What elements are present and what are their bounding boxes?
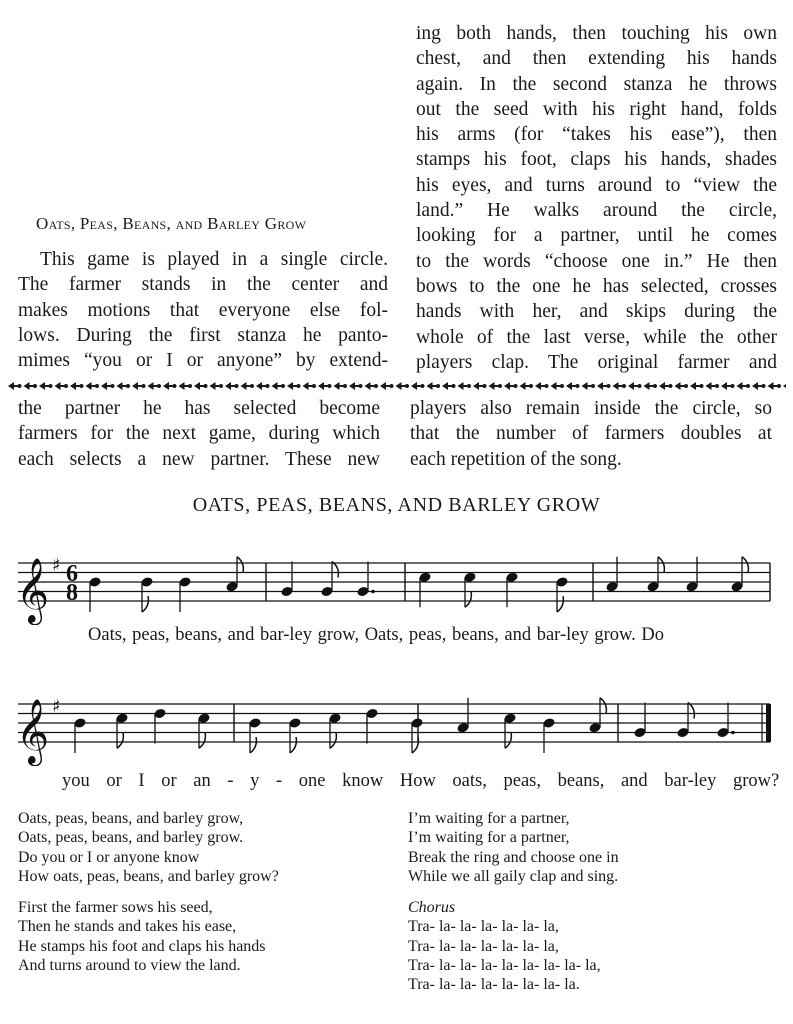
note-flag <box>250 737 256 753</box>
verse-line: Tra- la- la- la- la- la- la, <box>408 937 559 955</box>
note-flag <box>505 732 511 748</box>
note-flag <box>142 596 148 612</box>
text-line: stamps his foot, claps his hands, shades <box>416 149 777 171</box>
music-staff-2 <box>0 686 793 766</box>
verse-line: Tra- la- la- la- la- la- la- la- la, <box>408 957 601 975</box>
verse-line: First the farmer sows his seed, <box>18 899 213 917</box>
text-line: looking for a partner, until he comes <box>416 225 777 247</box>
note-flag <box>465 591 471 607</box>
arrow-border-icon <box>0 377 793 395</box>
right-column-top <box>416 21 777 375</box>
time-signature-bottom: 8 <box>66 580 78 606</box>
text-line: makes motions that everyone else fol- <box>18 299 388 321</box>
lyrics-line-2 <box>62 771 780 792</box>
note-dot <box>731 731 735 735</box>
text-line: hands with her, and skips during the <box>416 301 777 323</box>
verse-line: Oats, peas, beans, and barley grow, <box>18 810 244 827</box>
verse-line: Tra- la- la- la- la- la- la- la. <box>408 976 580 994</box>
text-line: each selects a new partner. These new <box>18 448 380 470</box>
game-heading: Oats, Peas, Beans, and Barley Grow <box>36 214 307 233</box>
note-flag <box>332 562 338 578</box>
note-dot <box>371 590 375 594</box>
sharp-icon: ♯ <box>52 555 61 576</box>
text-line: the partner he has selected become <box>18 398 380 419</box>
note-flag <box>199 732 205 748</box>
text-line: land.” He walks around the circle, <box>416 200 777 222</box>
music-staff-1 <box>0 545 793 625</box>
note-flag <box>600 698 606 714</box>
note-flag <box>117 732 123 748</box>
note-flag <box>330 732 336 748</box>
text-line: each repetition of the song. <box>410 448 622 470</box>
text-line: to the words “choose one in.” He then <box>416 250 777 272</box>
verse-line: I’m waiting for a partner, <box>408 829 570 847</box>
verses-right <box>408 809 619 1007</box>
text-line: chest, and then extending his hands <box>416 48 777 70</box>
verse-line: He stamps his foot and claps his hands <box>18 937 266 955</box>
verses-left <box>18 809 279 987</box>
note-flag <box>237 557 243 573</box>
verse-line: Oats, peas, beans, and barley grow. <box>18 829 244 847</box>
note-flag <box>658 557 664 573</box>
text-line: farmers for the next game, during which <box>18 423 380 445</box>
verse-line: Tra- la- la- la- la- la- la, <box>408 918 559 936</box>
text-line: again. In the second stanza he throws <box>416 73 777 95</box>
text-line: This game is played in a single circle. <box>40 249 388 270</box>
verse-line: Break the ring and choose one in <box>408 848 619 866</box>
right-column-bottom <box>410 396 772 472</box>
note-flag <box>557 596 563 612</box>
text-line: that the number of farmers doubles at <box>410 423 772 445</box>
note-flag <box>290 737 296 753</box>
left-column-top <box>18 247 388 373</box>
lyrics-line-1 <box>88 625 768 646</box>
song-title: OATS, PEAS, BEANS, AND BARLEY GROW <box>192 494 601 516</box>
text-line: players also remain inside the circle, so <box>410 398 772 419</box>
verse-line: And turns around to view the land. <box>18 957 241 975</box>
text-line: ing both hands, then touching his own <box>416 23 777 44</box>
text-line: lows. During the first stanza he panto- <box>18 324 388 346</box>
text-line: The farmer stands in the center and <box>18 274 388 296</box>
stanza <box>408 809 619 886</box>
text-line: out the seed with his right hand, folds <box>416 98 777 120</box>
text-line: whole of the last verse, while the other <box>416 326 777 348</box>
text-line: his eyes, and turns around to “view the <box>416 174 777 196</box>
note-flag <box>742 557 748 573</box>
treble-clef-icon: 𝄞 <box>16 699 50 764</box>
chorus-label: Chorus <box>408 899 456 917</box>
chorus <box>408 898 619 994</box>
note-flag <box>688 703 694 719</box>
time-signature-top: 6 <box>66 561 78 587</box>
text-line: bows to the one he has selected, crosses <box>416 275 777 297</box>
stanza <box>18 809 279 886</box>
verse-line: Then he stands and takes his ease, <box>18 918 237 936</box>
verse-line: How oats, peas, beans, and barley grow? <box>18 867 279 885</box>
text-line: his arms (for “takes his ease”), then <box>416 124 777 146</box>
verse-line: While we all gaily clap and sing. <box>408 867 619 885</box>
text-line: mimes “you or I or anyone” by extend- <box>18 350 388 372</box>
text-line: players clap. The original farmer and <box>416 351 777 373</box>
verse-line: I’m waiting for a partner, <box>408 810 570 827</box>
lyrics-text-1: Oats, peas, beans, and bar-ley grow, Oats, peas, beans, and bar-ley grow. Do <box>88 625 665 645</box>
stanza <box>18 898 279 975</box>
treble-clef-icon: 𝄞 <box>16 558 50 623</box>
arrow-divider <box>0 377 793 395</box>
sharp-icon: ♯ <box>52 696 61 717</box>
final-barline <box>766 704 771 742</box>
verse-line: Do you or I or anyone know <box>18 848 200 866</box>
lyrics-text-2: you or I or an - y - one know How oats, peas, beans, and bar-ley grow? <box>62 771 780 791</box>
left-column-bottom <box>18 396 380 472</box>
